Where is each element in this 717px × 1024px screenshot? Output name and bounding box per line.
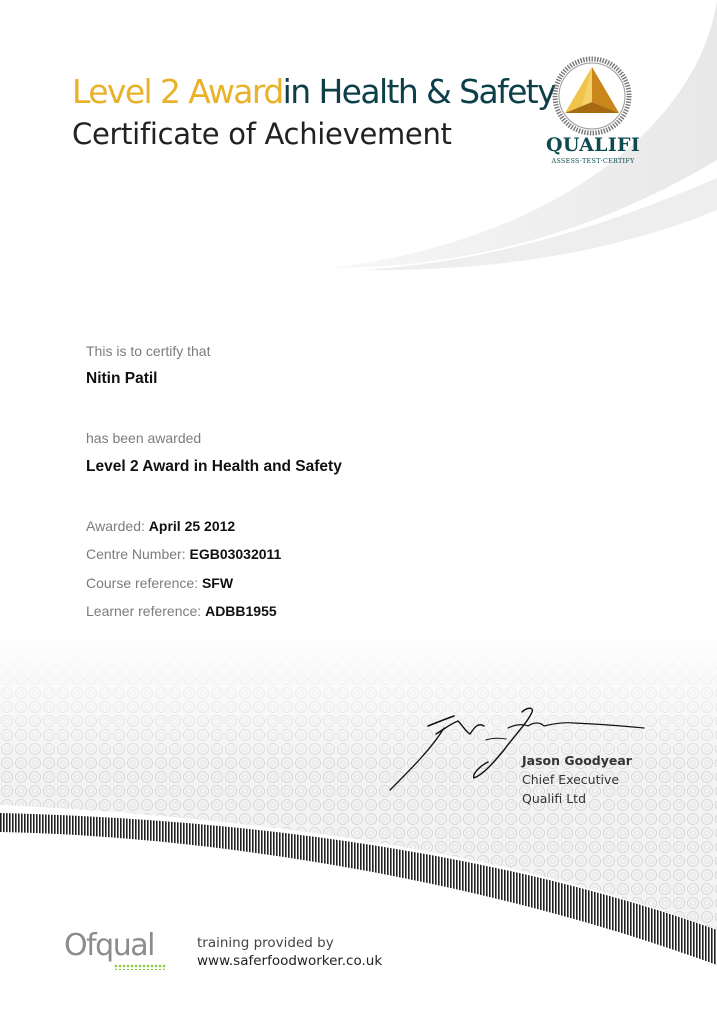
signatory-organization: Qualifi Ltd: [522, 791, 587, 806]
pyramid-emblem-icon: [552, 56, 632, 136]
field-learner-label: Learner reference:: [86, 603, 202, 619]
qualifi-logo: [546, 56, 640, 174]
provider-url: www.saferfoodworker.co.uk: [197, 953, 383, 969]
field-course-reference: [86, 575, 233, 591]
field-learner-reference: [86, 603, 277, 619]
ofqual-dots-decoration: [114, 964, 166, 970]
certificate-title: [72, 72, 555, 112]
logo-name: QUALIFI: [546, 134, 641, 156]
certificate-subtitle: Certificate of Achievement: [72, 117, 452, 151]
field-centre-value: EGB03032011: [189, 546, 282, 562]
provider-label: training provided by: [197, 935, 334, 951]
field-learner-value: ADBB1955: [205, 603, 277, 619]
logo-tagline: ASSESS·TEST·CERTIFY: [551, 157, 635, 165]
field-awarded-label: Awarded:: [86, 518, 145, 534]
field-course-label: Course reference:: [86, 575, 199, 591]
ofqual-logo: [64, 928, 170, 974]
certify-intro: This is to certify that: [86, 343, 211, 359]
field-centre-number: [86, 546, 281, 562]
recipient-name: Nitin Patil: [86, 370, 158, 387]
award-name: Level 2 Award in Health and Safety: [86, 458, 342, 475]
ofqual-wordmark: Ofqual: [64, 928, 154, 963]
title-level: Level 2 Award: [72, 72, 283, 111]
field-centre-label: Centre Number:: [86, 546, 186, 562]
signatory-name: Jason Goodyear: [522, 753, 632, 768]
awarded-text: has been awarded: [86, 430, 202, 446]
title-subject: in Health & Safety: [282, 72, 556, 111]
field-awarded: [86, 518, 235, 534]
signatory-title: Chief Executive: [522, 772, 620, 787]
field-awarded-value: April 25 2012: [148, 518, 236, 534]
field-course-value: SFW: [201, 575, 234, 591]
